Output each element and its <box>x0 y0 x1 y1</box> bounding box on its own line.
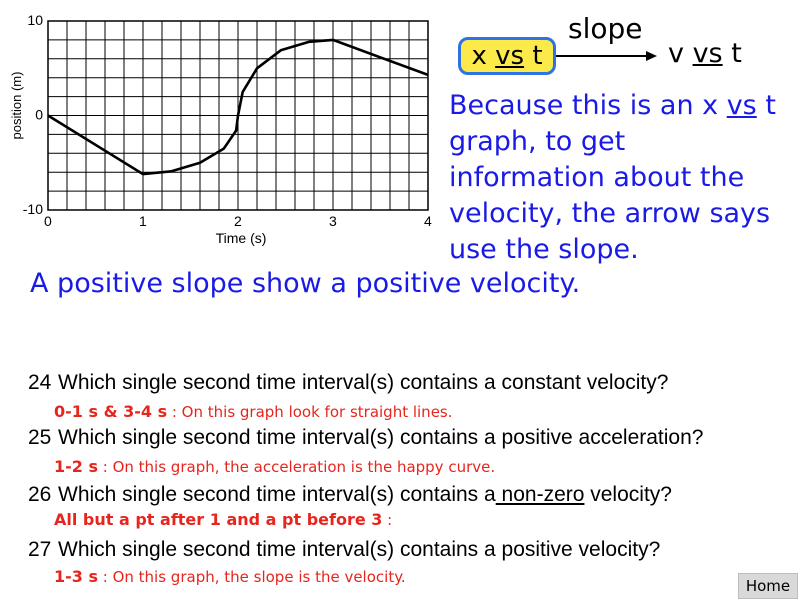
answer-note: : On this graph, the slope is the velocity. <box>98 568 406 586</box>
slope-arrow-head <box>646 51 657 61</box>
x-tick-label: 0 <box>44 213 52 229</box>
answer-text: 1-3 s <box>54 567 98 586</box>
home-button[interactable]: Home <box>738 573 798 599</box>
question-24 <box>28 371 668 395</box>
underlined-vs: vs <box>495 41 525 71</box>
y-tick-label: 0 <box>35 106 43 123</box>
question-number: 27 <box>28 538 52 561</box>
question-27 <box>28 538 660 562</box>
answer-note: : <box>382 511 393 529</box>
answer-25 <box>54 457 495 476</box>
answer-26 <box>54 510 392 529</box>
question-number: 25 <box>28 426 52 449</box>
y-tick-label: 10 <box>27 12 43 28</box>
question-text-underlined: non-zero <box>495 483 585 506</box>
x-axis-label: Time (s) <box>215 230 267 246</box>
question-text-after: velocity? <box>584 483 672 506</box>
answer-27 <box>54 567 406 586</box>
answer-text: 0-1 s & 3-4 s <box>54 402 168 421</box>
answer-text: All but a pt after 1 and a pt before 3 <box>54 510 383 529</box>
question-text: Which single second time interval(s) contains a constant velocity? <box>58 371 669 394</box>
x-tick-label: 3 <box>329 213 337 229</box>
y-tick-label: -10 <box>22 201 43 217</box>
explanation-paragraph: Because this is an x vs t graph, to get information about the velocity, the arrow says use the slope. <box>449 90 776 265</box>
question-number: 24 <box>28 371 52 394</box>
question-26 <box>28 483 672 507</box>
question-text-before: Which single second time interval(s) contains a <box>58 483 496 506</box>
x-vs-t-label-box <box>458 37 556 75</box>
question-25 <box>28 426 703 450</box>
answer-text: 1-2 s <box>54 457 98 476</box>
x-tick-label: 4 <box>424 213 432 229</box>
x-tick-label: 1 <box>139 213 147 229</box>
question-number: 26 <box>28 483 52 506</box>
answer-note: : On this graph look for straight lines. <box>167 403 453 421</box>
x-vs-t-label: x vs t <box>471 41 543 71</box>
underlined-vs: vs <box>726 90 757 121</box>
answer-note: : On this graph, the acceleration is the happy curve. <box>98 458 496 476</box>
x-tick-label: 2 <box>234 213 242 229</box>
underlined-vs: vs <box>692 38 723 69</box>
question-text: Which single second time interval(s) contains a positive velocity? <box>58 538 661 561</box>
arrow-label-slope: slope <box>568 12 643 45</box>
y-axis-label: position (m) <box>9 71 24 140</box>
question-text: Which single second time interval(s) contains a positive acceleration? <box>58 426 704 449</box>
explanation-summary: A positive slope show a positive velocity. <box>30 268 581 299</box>
v-vs-t-label: v vs t <box>668 38 742 69</box>
answer-24 <box>54 402 453 421</box>
